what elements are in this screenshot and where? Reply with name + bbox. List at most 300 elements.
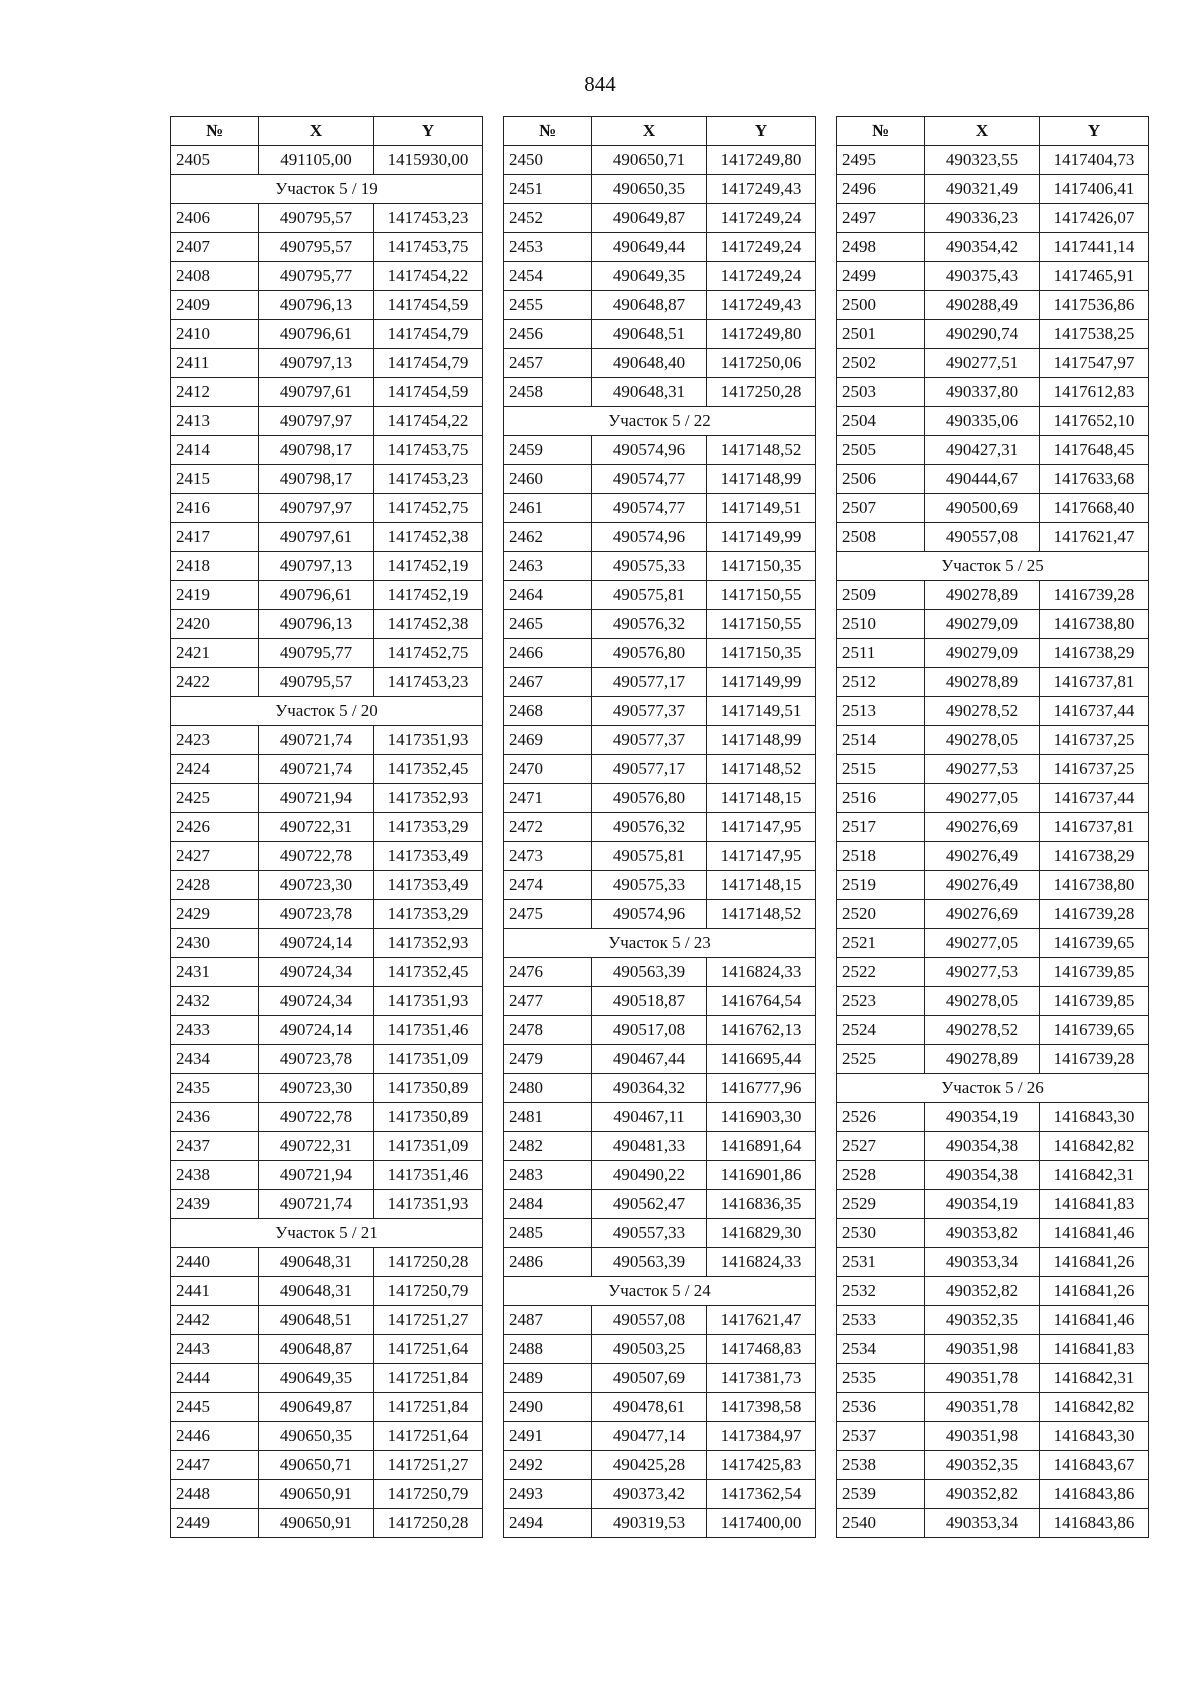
point-number: 2419	[171, 581, 259, 610]
point-number: 2442	[171, 1306, 259, 1335]
table-row	[837, 755, 1149, 784]
table-row	[171, 639, 483, 668]
point-number: 2477	[504, 987, 592, 1016]
y-coordinate: 1417612,83	[1040, 378, 1149, 407]
x-coordinate: 490575,81	[592, 842, 707, 871]
y-coordinate: 1417249,80	[707, 320, 816, 349]
x-coordinate: 490648,40	[592, 349, 707, 378]
table-row	[837, 146, 1149, 175]
x-coordinate: 490364,32	[592, 1074, 707, 1103]
table-row	[171, 233, 483, 262]
y-coordinate: 1416903,30	[707, 1103, 816, 1132]
section-row	[171, 1219, 483, 1248]
x-coordinate: 490724,34	[259, 987, 374, 1016]
y-coordinate: 1416739,85	[1040, 987, 1149, 1016]
table-row	[171, 349, 483, 378]
x-coordinate: 490649,87	[259, 1393, 374, 1422]
point-number: 2471	[504, 784, 592, 813]
x-coordinate: 490721,74	[259, 755, 374, 784]
y-coordinate: 1417362,54	[707, 1480, 816, 1509]
section-title: Участок 5 / 22	[504, 407, 816, 436]
y-coordinate: 1417351,93	[374, 726, 483, 755]
table-row	[837, 697, 1149, 726]
x-coordinate: 490276,49	[925, 842, 1040, 871]
y-coordinate: 1417453,75	[374, 436, 483, 465]
y-coordinate: 1416842,82	[1040, 1393, 1149, 1422]
point-number: 2451	[504, 175, 592, 204]
table-row	[171, 1393, 483, 1422]
point-number: 2466	[504, 639, 592, 668]
section-title: Участок 5 / 21	[171, 1219, 483, 1248]
table-row	[837, 958, 1149, 987]
point-number: 2408	[171, 262, 259, 291]
table-row	[837, 1451, 1149, 1480]
table-row	[837, 175, 1149, 204]
section-row	[171, 175, 483, 204]
table-row	[837, 1103, 1149, 1132]
x-coordinate: 490563,39	[592, 1248, 707, 1277]
point-number: 2420	[171, 610, 259, 639]
x-coordinate: 490648,31	[259, 1248, 374, 1277]
y-coordinate: 1417426,07	[1040, 204, 1149, 233]
y-coordinate: 1416739,28	[1040, 1045, 1149, 1074]
table-row	[504, 523, 816, 552]
x-coordinate: 490353,34	[925, 1248, 1040, 1277]
table-row	[504, 900, 816, 929]
y-coordinate: 1417250,28	[374, 1509, 483, 1538]
x-coordinate: 490649,87	[592, 204, 707, 233]
y-coordinate: 1417652,10	[1040, 407, 1149, 436]
point-number: 2423	[171, 726, 259, 755]
y-coordinate: 1417149,99	[707, 523, 816, 552]
x-coordinate: 490467,44	[592, 1045, 707, 1074]
y-coordinate: 1416738,80	[1040, 610, 1149, 639]
coordinates-table-3	[836, 116, 1149, 1538]
y-coordinate: 1417400,00	[707, 1509, 816, 1538]
point-number: 2449	[171, 1509, 259, 1538]
point-number: 2415	[171, 465, 259, 494]
table-row	[171, 871, 483, 900]
table-row	[504, 842, 816, 871]
point-number: 2429	[171, 900, 259, 929]
table-row	[171, 1509, 483, 1538]
table-row	[837, 494, 1149, 523]
point-number: 2452	[504, 204, 592, 233]
y-coordinate: 1417454,59	[374, 291, 483, 320]
table-row	[171, 378, 483, 407]
x-coordinate: 490351,78	[925, 1393, 1040, 1422]
point-number: 2407	[171, 233, 259, 262]
table-row	[171, 1161, 483, 1190]
section-title: Участок 5 / 19	[171, 175, 483, 204]
header-number: №	[504, 117, 592, 146]
table-row	[504, 146, 816, 175]
y-coordinate: 1417352,93	[374, 784, 483, 813]
y-coordinate: 1417621,47	[707, 1306, 816, 1335]
y-coordinate: 1416737,81	[1040, 668, 1149, 697]
x-coordinate: 490335,06	[925, 407, 1040, 436]
coordinates-table-2	[503, 116, 816, 1538]
y-coordinate: 1417250,06	[707, 349, 816, 378]
header-y: Y	[1040, 117, 1149, 146]
point-number: 2509	[837, 581, 925, 610]
x-coordinate: 490278,05	[925, 726, 1040, 755]
y-coordinate: 1417150,55	[707, 610, 816, 639]
x-coordinate: 490279,09	[925, 610, 1040, 639]
x-coordinate: 490323,55	[925, 146, 1040, 175]
point-number: 2446	[171, 1422, 259, 1451]
point-number: 2455	[504, 291, 592, 320]
y-coordinate: 1416842,31	[1040, 1161, 1149, 1190]
x-coordinate: 490277,53	[925, 958, 1040, 987]
y-coordinate: 1417452,75	[374, 639, 483, 668]
table-row	[837, 1306, 1149, 1335]
x-coordinate: 490353,82	[925, 1219, 1040, 1248]
x-coordinate: 490354,38	[925, 1161, 1040, 1190]
table-row	[504, 1190, 816, 1219]
y-coordinate: 1417633,68	[1040, 465, 1149, 494]
x-coordinate: 490427,31	[925, 436, 1040, 465]
x-coordinate: 490797,97	[259, 494, 374, 523]
header-y: Y	[374, 117, 483, 146]
y-coordinate: 1416836,35	[707, 1190, 816, 1219]
point-number: 2535	[837, 1364, 925, 1393]
x-coordinate: 490276,69	[925, 900, 1040, 929]
table-row	[837, 465, 1149, 494]
x-coordinate: 490797,97	[259, 407, 374, 436]
table-row	[171, 262, 483, 291]
table-row	[504, 1393, 816, 1422]
x-coordinate: 490373,42	[592, 1480, 707, 1509]
y-coordinate: 1417454,22	[374, 407, 483, 436]
y-coordinate: 1417251,27	[374, 1306, 483, 1335]
x-coordinate: 490721,74	[259, 726, 374, 755]
table-row	[171, 320, 483, 349]
y-coordinate: 1417353,29	[374, 900, 483, 929]
point-number: 2469	[504, 726, 592, 755]
point-number: 2493	[504, 1480, 592, 1509]
point-number: 2444	[171, 1364, 259, 1393]
table-row	[171, 958, 483, 987]
point-number: 2508	[837, 523, 925, 552]
section-title: Участок 5 / 24	[504, 1277, 816, 1306]
y-coordinate: 1416824,33	[707, 1248, 816, 1277]
y-coordinate: 1417148,52	[707, 900, 816, 929]
x-coordinate: 490795,57	[259, 668, 374, 697]
point-number: 2439	[171, 1190, 259, 1219]
table-row	[171, 436, 483, 465]
table-row	[837, 262, 1149, 291]
table-row	[504, 1161, 816, 1190]
point-number: 2524	[837, 1016, 925, 1045]
y-coordinate: 1417150,35	[707, 552, 816, 581]
x-coordinate: 490576,32	[592, 610, 707, 639]
x-coordinate: 490798,17	[259, 465, 374, 494]
x-coordinate: 490650,91	[259, 1480, 374, 1509]
x-coordinate: 490721,94	[259, 784, 374, 813]
table-row	[837, 204, 1149, 233]
x-coordinate: 490575,33	[592, 871, 707, 900]
y-coordinate: 1417147,95	[707, 842, 816, 871]
x-coordinate: 490576,80	[592, 784, 707, 813]
table-row	[837, 1422, 1149, 1451]
table-row	[837, 320, 1149, 349]
table-row	[837, 581, 1149, 610]
y-coordinate: 1417351,09	[374, 1132, 483, 1161]
table-row	[171, 552, 483, 581]
y-coordinate: 1417249,24	[707, 204, 816, 233]
table-row	[504, 1132, 816, 1161]
table-row	[837, 233, 1149, 262]
point-number: 2476	[504, 958, 592, 987]
x-coordinate: 490723,78	[259, 900, 374, 929]
table-row	[171, 1451, 483, 1480]
x-coordinate: 490723,78	[259, 1045, 374, 1074]
x-coordinate: 490503,25	[592, 1335, 707, 1364]
y-coordinate: 1417148,15	[707, 784, 816, 813]
section-title: Участок 5 / 26	[837, 1074, 1149, 1103]
point-number: 2499	[837, 262, 925, 291]
table-row	[504, 697, 816, 726]
table-row	[504, 1509, 816, 1538]
x-coordinate: 490279,09	[925, 639, 1040, 668]
y-coordinate: 1416737,44	[1040, 784, 1149, 813]
table-row	[171, 784, 483, 813]
point-number: 2482	[504, 1132, 592, 1161]
x-coordinate: 490353,34	[925, 1509, 1040, 1538]
y-coordinate: 1417547,97	[1040, 349, 1149, 378]
point-number: 2514	[837, 726, 925, 755]
y-coordinate: 1416737,44	[1040, 697, 1149, 726]
y-coordinate: 1416739,85	[1040, 958, 1149, 987]
y-coordinate: 1417381,73	[707, 1364, 816, 1393]
y-coordinate: 1417406,41	[1040, 175, 1149, 204]
y-coordinate: 1416739,28	[1040, 900, 1149, 929]
x-coordinate: 490575,33	[592, 552, 707, 581]
section-row	[171, 697, 483, 726]
x-coordinate: 490278,05	[925, 987, 1040, 1016]
table-row	[504, 1306, 816, 1335]
x-coordinate: 490351,98	[925, 1335, 1040, 1364]
x-coordinate: 490722,31	[259, 813, 374, 842]
table-row	[837, 1277, 1149, 1306]
point-number: 2435	[171, 1074, 259, 1103]
point-number: 2445	[171, 1393, 259, 1422]
point-number: 2504	[837, 407, 925, 436]
y-coordinate: 1417452,19	[374, 552, 483, 581]
table-row	[171, 610, 483, 639]
point-number: 2491	[504, 1422, 592, 1451]
table-row	[837, 1161, 1149, 1190]
point-number: 2425	[171, 784, 259, 813]
point-number: 2434	[171, 1045, 259, 1074]
point-number: 2522	[837, 958, 925, 987]
y-coordinate: 1417538,25	[1040, 320, 1149, 349]
y-coordinate: 1416737,81	[1040, 813, 1149, 842]
x-coordinate: 490648,87	[259, 1335, 374, 1364]
header-number: №	[171, 117, 259, 146]
x-coordinate: 490321,49	[925, 175, 1040, 204]
y-coordinate: 1417404,73	[1040, 146, 1149, 175]
point-number: 2443	[171, 1335, 259, 1364]
y-coordinate: 1416738,29	[1040, 639, 1149, 668]
y-coordinate: 1417148,99	[707, 465, 816, 494]
point-number: 2488	[504, 1335, 592, 1364]
point-number: 2473	[504, 842, 592, 871]
point-number: 2453	[504, 233, 592, 262]
y-coordinate: 1417441,14	[1040, 233, 1149, 262]
point-number: 2486	[504, 1248, 592, 1277]
x-coordinate: 490649,44	[592, 233, 707, 262]
table-row	[837, 842, 1149, 871]
point-number: 2422	[171, 668, 259, 697]
point-number: 2536	[837, 1393, 925, 1422]
y-coordinate: 1416841,26	[1040, 1248, 1149, 1277]
point-number: 2474	[504, 871, 592, 900]
table-row	[171, 813, 483, 842]
table-row	[504, 349, 816, 378]
y-coordinate: 1417452,38	[374, 523, 483, 552]
section-row	[837, 552, 1149, 581]
point-number: 2426	[171, 813, 259, 842]
point-number: 2448	[171, 1480, 259, 1509]
y-coordinate: 1417468,83	[707, 1335, 816, 1364]
table-row	[504, 1364, 816, 1393]
table-row	[504, 871, 816, 900]
table-header-row	[837, 117, 1149, 146]
point-number: 2472	[504, 813, 592, 842]
x-coordinate: 490795,77	[259, 639, 374, 668]
table-row	[171, 291, 483, 320]
table-body	[837, 146, 1149, 1538]
x-coordinate: 490276,49	[925, 871, 1040, 900]
x-coordinate: 490278,52	[925, 1016, 1040, 1045]
x-coordinate: 490425,28	[592, 1451, 707, 1480]
table-row	[171, 1335, 483, 1364]
y-coordinate: 1417249,43	[707, 175, 816, 204]
y-coordinate: 1416737,25	[1040, 755, 1149, 784]
point-number: 2537	[837, 1422, 925, 1451]
table-row	[837, 291, 1149, 320]
y-coordinate: 1417149,51	[707, 494, 816, 523]
table-row	[837, 349, 1149, 378]
y-coordinate: 1417350,89	[374, 1074, 483, 1103]
point-number: 2405	[171, 146, 259, 175]
point-number: 2518	[837, 842, 925, 871]
point-number: 2431	[171, 958, 259, 987]
y-coordinate: 1417251,84	[374, 1393, 483, 1422]
point-number: 2467	[504, 668, 592, 697]
point-number: 2531	[837, 1248, 925, 1277]
table-row	[837, 1335, 1149, 1364]
y-coordinate: 1416841,46	[1040, 1306, 1149, 1335]
table-row	[171, 1103, 483, 1132]
x-coordinate: 490278,89	[925, 1045, 1040, 1074]
x-coordinate: 490477,14	[592, 1422, 707, 1451]
point-number: 2539	[837, 1480, 925, 1509]
table-row	[504, 755, 816, 784]
x-coordinate: 490354,19	[925, 1103, 1040, 1132]
x-coordinate: 490723,30	[259, 1074, 374, 1103]
point-number: 2529	[837, 1190, 925, 1219]
table-header-row	[171, 117, 483, 146]
x-coordinate: 490278,89	[925, 581, 1040, 610]
y-coordinate: 1416739,65	[1040, 1016, 1149, 1045]
y-coordinate: 1417452,75	[374, 494, 483, 523]
point-number: 2483	[504, 1161, 592, 1190]
y-coordinate: 1416843,30	[1040, 1103, 1149, 1132]
y-coordinate: 1417453,23	[374, 465, 483, 494]
page-number: 844	[584, 72, 616, 96]
table-row	[837, 1045, 1149, 1074]
x-coordinate: 490648,51	[592, 320, 707, 349]
table-row	[171, 1422, 483, 1451]
y-coordinate: 1417351,09	[374, 1045, 483, 1074]
x-coordinate: 490507,69	[592, 1364, 707, 1393]
y-coordinate: 1417352,45	[374, 958, 483, 987]
y-coordinate: 1416739,65	[1040, 929, 1149, 958]
table-row	[504, 1480, 816, 1509]
point-number: 2430	[171, 929, 259, 958]
x-coordinate: 490444,67	[925, 465, 1040, 494]
table-row	[504, 1016, 816, 1045]
table-row	[504, 1422, 816, 1451]
table-row	[171, 726, 483, 755]
point-number: 2440	[171, 1248, 259, 1277]
point-number: 2437	[171, 1132, 259, 1161]
point-number: 2464	[504, 581, 592, 610]
y-coordinate: 1417453,23	[374, 204, 483, 233]
table-row	[504, 1219, 816, 1248]
table-row	[171, 1132, 483, 1161]
table-row	[837, 929, 1149, 958]
table-row	[171, 1045, 483, 1074]
x-coordinate: 490722,31	[259, 1132, 374, 1161]
table-row	[837, 523, 1149, 552]
y-coordinate: 1417351,93	[374, 1190, 483, 1219]
point-number: 2498	[837, 233, 925, 262]
table-row	[837, 639, 1149, 668]
x-coordinate: 490517,08	[592, 1016, 707, 1045]
y-coordinate: 1416737,25	[1040, 726, 1149, 755]
y-coordinate: 1417536,86	[1040, 291, 1149, 320]
x-coordinate: 490518,87	[592, 987, 707, 1016]
table-row	[171, 494, 483, 523]
table-row	[504, 639, 816, 668]
point-number: 2463	[504, 552, 592, 581]
y-coordinate: 1416762,13	[707, 1016, 816, 1045]
y-coordinate: 1416841,26	[1040, 1277, 1149, 1306]
table-row	[504, 987, 816, 1016]
table-row	[837, 1248, 1149, 1277]
y-coordinate: 1417250,79	[374, 1480, 483, 1509]
x-coordinate: 490650,35	[592, 175, 707, 204]
y-coordinate: 1416841,46	[1040, 1219, 1149, 1248]
point-number: 2438	[171, 1161, 259, 1190]
y-coordinate: 1417454,59	[374, 378, 483, 407]
table-row	[171, 1277, 483, 1306]
point-number: 2416	[171, 494, 259, 523]
table-row	[171, 668, 483, 697]
table-row	[504, 784, 816, 813]
header-x: X	[259, 117, 374, 146]
x-coordinate: 490467,11	[592, 1103, 707, 1132]
x-coordinate: 490574,96	[592, 436, 707, 465]
x-coordinate: 490354,38	[925, 1132, 1040, 1161]
point-number: 2427	[171, 842, 259, 871]
section-title: Участок 5 / 25	[837, 552, 1149, 581]
table-row	[171, 1480, 483, 1509]
